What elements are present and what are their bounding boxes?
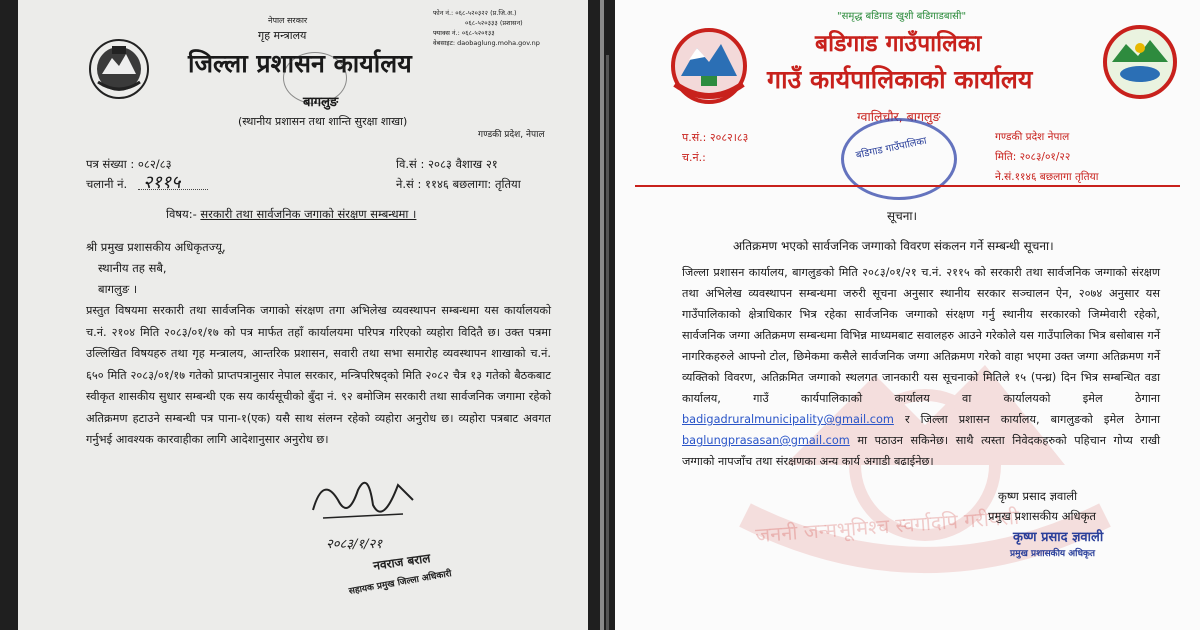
header-rule <box>635 185 1180 187</box>
date-ns-right: ने.सं.११४६ बछलागा तृतिया <box>995 171 1099 183</box>
office-title: जिल्ला प्रशासन कार्यालय <box>188 49 412 78</box>
ref-number-right: प.सं.: २०८२।८३ <box>682 131 749 144</box>
date-bs: वि.सं : २०८३ वैशाख २१ <box>396 157 498 171</box>
signatory-title-right: प्रमुख प्रशासकीय अधिकृत <box>988 509 1096 523</box>
left-letter <box>18 0 588 630</box>
nepal-emblem-icon <box>88 38 150 100</box>
date-ns: ने.सं : ११४६ बछलागा: तृतिया <box>396 177 521 191</box>
header-small-line1: नेपाल सरकार <box>268 16 308 25</box>
page-divider-shadow <box>606 55 609 630</box>
signatory-name-right: कृष्ण प्रसाद ज्ञवाली <box>998 489 1078 503</box>
municipality-motto: "समृद्ध बडिगाड खुशी बडिगाडबासी" <box>837 11 967 22</box>
notice-label: सूचना। <box>887 209 918 223</box>
dispatch-underline <box>138 189 208 191</box>
nepal-emblem-left-icon <box>667 26 751 106</box>
email-municipality-link[interactable]: badigadruralmunicipality@gmail.com <box>682 413 894 426</box>
subject-text: सरकारी तथा सार्वजनिक जगाको संरक्षण सम्बन्धमा । <box>200 207 417 221</box>
signature-stamp-name: कृष्ण प्रसाद ज्ञवाली <box>1013 530 1104 545</box>
seal-text: बडिगाड गाउँपालिका <box>854 135 928 162</box>
municipality-title: बडिगाड गाउँपालिका <box>815 31 982 57</box>
notice-title: अतिक्रमण भएको सार्वजनिक जग्गाको विवरण संकलन गर्ने सम्बन्धी सूचना। <box>733 239 1054 253</box>
notice-body-part1: जिल्ला प्रशासन कार्यालय, बागलुङको मिति २०८३/०१/२१ च.नं. २११५ को सरकारी तथा सार्वजनिक जग्गाको संरक्षण तथा अभिलेख व्यवस्थापन सम्बन्धमा जरुरी सूचना अनुसार स्थानीय सरकार सञ्चालन ऐन, २०७४ अनुसार यस गाउँपालिकाको क्षेत्राधिकार भित्र रहेका सार्वजनिक जग्गाको संरक्षण गर्नु स्थानीय सरकारको जिम्मेवारी रहेको, सार्वजनिक जग्गा अतिक्रमण सम्बन्धमा विभिन्न माध्यमबाट सवालहरु आउने गरेकोले यस गाउँपालिका भित्र बसोबास गर्ने नागरिकहरुले आफ्नो टोल, छिमेकमा कसैले सार्वजनिक जग्गा अतिक्रमण गरेको वाहा भएमा उक्त जग्गा अतिक्रमण गर्ने व्यक्तिको विवरण, अतिक्रमित जग्गाको स्थलगत जानकारी यस सूचनाको मितिले १५ (पन्ध्र) दिन भित्र सम्बन्धित वडा कार्यालय, गाउँ कार्यपालिकाको कार्यालय वा कार्यालयको इमेल ठेगाना <box>682 266 1160 405</box>
addressee-line3: बागलुङ । <box>98 282 138 296</box>
location-label: ग्वालिचौर, बागलुङ <box>857 109 941 124</box>
email-district-link[interactable]: baglungprasasan@gmail.com <box>682 434 850 447</box>
subject-label: विषय:- <box>166 207 197 221</box>
dispatch-right: च.नं.: <box>682 151 706 164</box>
signatory-title: सहायक प्रमुख जिल्ला अधिकारी <box>348 569 453 597</box>
signature-stamp-title: प्रमुख प्रशासकीय अधिकृत <box>1010 549 1096 559</box>
signatory-name: नवराज बराल <box>372 551 432 573</box>
header-small-line2: गृह मन्त्रालय <box>258 29 307 42</box>
addressee-line2: स्थानीय तह सबै, <box>98 261 167 275</box>
contact-phone2: ०६८-५२०३३३ (प्रशासन) <box>465 19 523 27</box>
notice-body-part3: मा पठाउन सकिनेछ। साथै त्यस्ता निवेदकहरुको पहिचान गोप्य राखी जग्गाको नापजाँच तथा संरक्षणका अन्य कार्य अगाडी बढाईनेछ। <box>682 434 1160 468</box>
dispatch-label: चलानी नं. <box>86 177 128 191</box>
signature-mark-icon <box>303 470 423 530</box>
subject-line <box>166 207 416 222</box>
letter-body-text: प्रस्तुत विषयमा सरकारी तथा सार्वजनिक जगाको संरक्षण तगा अभिलेख व्यवस्थापन सम्बन्धमा यस कार्यालयको च.नं. २१०४ मिति २०८३/०१/१७ को पत्र मार्फत तहाँ कार्यालयमा परिपत्र गरिएको व्यहोरा विदितै छ। उक्त पत्रमा उल्लिखित विषयहरु तथा गृह मन्त्रालय, आन्तरिक प्रशासन, सवारी तथा सभा समारोह व्यवस्थापन शाखाको च.नं. ६५० मिति २०८३/०१/१७ गतेको प्राप्तपत्रानुसार नेपाल सरकार, मन्त्रिपरिषद्को मिति २०८२ चैत्र १३ गतेको बैठकबाट स्वीकृत शासकीय सुधार सम्बन्धी एक सय कार्यसूचीको बुँदा नं. ९२ बमोजिम सरकारी तथा सार्वजनिक जगामा रहेको अतिक्रमण हटाउने सम्बन्धी पत्र पाना-१(एक) यसै साथ संलग्न रहेको व्यहोरा अनुरोध छ। व्यहोरा पत्रबाट अवगत गर्नुभई आवश्यक कारवाहीका लागि आदेशानुसार अनुरोध छ। <box>86 304 551 446</box>
contact-phone: फोन नं.: ०६८-५२०३२२ (प्र.जि.अ.) <box>433 9 517 17</box>
location-stamp: बागलुङ <box>303 95 339 110</box>
date-bs-right: मिति: २०८३/०१/२२ <box>995 151 1071 163</box>
province-right: गण्डकी प्रदेश नेपाल <box>995 131 1070 143</box>
page-divider <box>600 0 604 630</box>
office-title-right: गाउँ कार्यपालिकाको कार्यालय <box>767 65 1033 94</box>
municipality-logo-icon <box>1102 24 1178 100</box>
letter-body <box>86 300 551 451</box>
watermark-motto: जननी जन्मभूमिश्च स्वर्गादपि गरीयसी <box>754 504 1020 548</box>
contact-fax: फ्याक्स नं.: ०६८-५२०१३३ <box>433 29 495 37</box>
dispatch-number-handwritten: २११५ <box>143 172 181 193</box>
addressee-line1: श्री प्रमुख प्रशासकीय अधिकृतज्यू, <box>86 240 226 254</box>
notice-body-part2: र जिल्ला प्रशासन कार्यालय, बागलुङको इमेल ठेगाना <box>904 413 1161 426</box>
province-label: गण्डकी प्रदेश, नेपाल <box>478 130 545 140</box>
contact-website: वेबसाइट: daobaglung.moha.gov.np <box>433 39 540 47</box>
signature-date: २०८३/१/२१ <box>326 537 383 552</box>
notice-body <box>682 262 1160 472</box>
ref-number: पत्र संख्या : ०८२/८३ <box>86 157 172 171</box>
right-notice <box>615 0 1200 630</box>
branch-name: (स्थानीय प्रशासन तथा शान्ति सुरक्षा शाखा) <box>238 115 408 128</box>
